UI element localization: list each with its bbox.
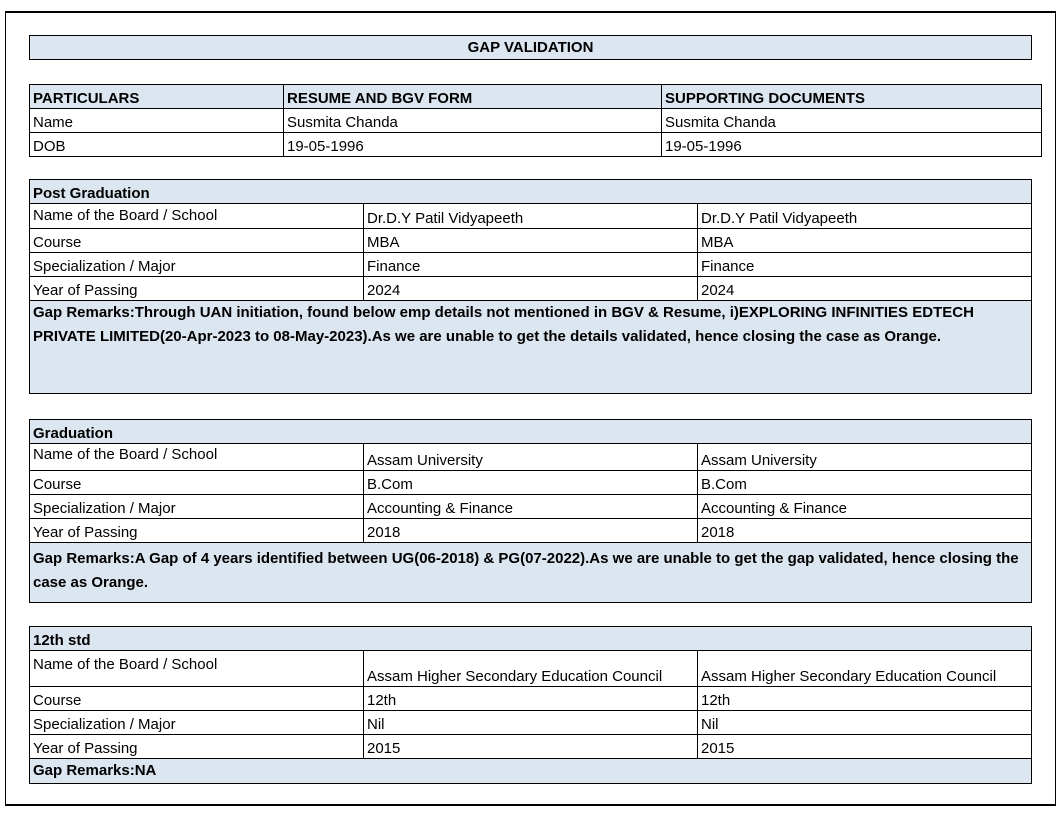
- docs-value: 2024: [698, 277, 1032, 301]
- twelfth-std-table: [29, 626, 1032, 784]
- personal-table: [29, 84, 1042, 157]
- row-label: Year of Passing: [30, 277, 364, 301]
- twelfth-std-block: [29, 626, 1032, 784]
- resume-value: MBA: [364, 229, 698, 253]
- section-title: Post Graduation: [30, 180, 1032, 204]
- remarks-row: [30, 543, 1032, 603]
- section-title-row: [30, 420, 1032, 444]
- table-row: [30, 495, 1032, 519]
- docs-value: 2018: [698, 519, 1032, 543]
- resume-value: Assam University: [364, 444, 698, 471]
- resume-value: B.Com: [364, 471, 698, 495]
- resume-value: Accounting & Finance: [364, 495, 698, 519]
- resume-value: 12th: [364, 687, 698, 711]
- row-label: Specialization / Major: [30, 711, 364, 735]
- table-row: [30, 277, 1032, 301]
- header-resume: RESUME AND BGV FORM: [284, 85, 662, 109]
- table-row: [30, 471, 1032, 495]
- row-label: Specialization / Major: [30, 253, 364, 277]
- docs-value: Dr.D.Y Patil Vidyapeeth: [698, 204, 1032, 229]
- row-label: Name of the Board / School: [30, 204, 364, 229]
- docs-value: 19-05-1996: [662, 133, 1042, 157]
- resume-value: Dr.D.Y Patil Vidyapeeth: [364, 204, 698, 229]
- gap-remarks: Gap Remarks:A Gap of 4 years identified between UG(06-2018) & PG(07-2022).As we are unable to get the gap validated, hence closing the case as Orange.: [30, 543, 1032, 603]
- table-row: [30, 444, 1032, 471]
- docs-value: Nil: [698, 711, 1032, 735]
- table-row: [30, 735, 1032, 759]
- resume-value: Susmita Chanda: [284, 109, 662, 133]
- remarks-row: [30, 301, 1032, 394]
- row-label: Course: [30, 471, 364, 495]
- docs-value: MBA: [698, 229, 1032, 253]
- resume-value: Assam Higher Secondary Education Council: [364, 651, 698, 687]
- row-label: Name: [30, 109, 284, 133]
- docs-value: Assam Higher Secondary Education Council: [698, 651, 1032, 687]
- row-label: Year of Passing: [30, 735, 364, 759]
- header-supporting: SUPPORTING DOCUMENTS: [662, 85, 1042, 109]
- table-row: [30, 229, 1032, 253]
- graduation-block: [29, 419, 1032, 603]
- resume-value: 19-05-1996: [284, 133, 662, 157]
- row-label: Specialization / Major: [30, 495, 364, 519]
- resume-value: Finance: [364, 253, 698, 277]
- docs-value: Accounting & Finance: [698, 495, 1032, 519]
- row-label: DOB: [30, 133, 284, 157]
- table-row: [30, 253, 1032, 277]
- table-row: [30, 109, 1042, 133]
- row-label: Course: [30, 229, 364, 253]
- section-title-row: [30, 627, 1032, 651]
- section-title: Graduation: [30, 420, 1032, 444]
- post-graduation-block: [29, 179, 1032, 394]
- docs-value: B.Com: [698, 471, 1032, 495]
- docs-value: Finance: [698, 253, 1032, 277]
- section-title-row: [30, 180, 1032, 204]
- graduation-table: [29, 419, 1032, 603]
- docs-value: Assam University: [698, 444, 1032, 471]
- table-row: [30, 519, 1032, 543]
- row-label: Year of Passing: [30, 519, 364, 543]
- personal-table-block: [29, 84, 1032, 157]
- docs-value: 2015: [698, 735, 1032, 759]
- table-row: [30, 133, 1042, 157]
- header-particulars: PARTICULARS: [30, 85, 284, 109]
- remarks-row: [30, 759, 1032, 784]
- table-row: [30, 651, 1032, 687]
- table-row: [30, 204, 1032, 229]
- resume-value: 2018: [364, 519, 698, 543]
- row-label: Name of the Board / School: [30, 444, 364, 471]
- table-row: [30, 687, 1032, 711]
- page-title: GAP VALIDATION: [29, 35, 1032, 60]
- gap-remarks: Gap Remarks:Through UAN initiation, found below emp details not mentioned in BGV & Resume, i)EXPLORING INFINITIES EDTECH PRIVATE LIMITED(20-Apr-2023 to 08-May-2023).As we are unable to get the details validated, hence closing the case as Orange.: [30, 301, 1032, 394]
- resume-value: Nil: [364, 711, 698, 735]
- docs-value: Susmita Chanda: [662, 109, 1042, 133]
- post-graduation-table: [29, 179, 1032, 394]
- row-label: Name of the Board / School: [30, 651, 364, 687]
- resume-value: 2015: [364, 735, 698, 759]
- docs-value: 12th: [698, 687, 1032, 711]
- header-row: [30, 85, 1042, 109]
- section-title: 12th std: [30, 627, 1032, 651]
- resume-value: 2024: [364, 277, 698, 301]
- row-label: Course: [30, 687, 364, 711]
- gap-remarks: Gap Remarks:NA: [30, 759, 1032, 784]
- table-row: [30, 711, 1032, 735]
